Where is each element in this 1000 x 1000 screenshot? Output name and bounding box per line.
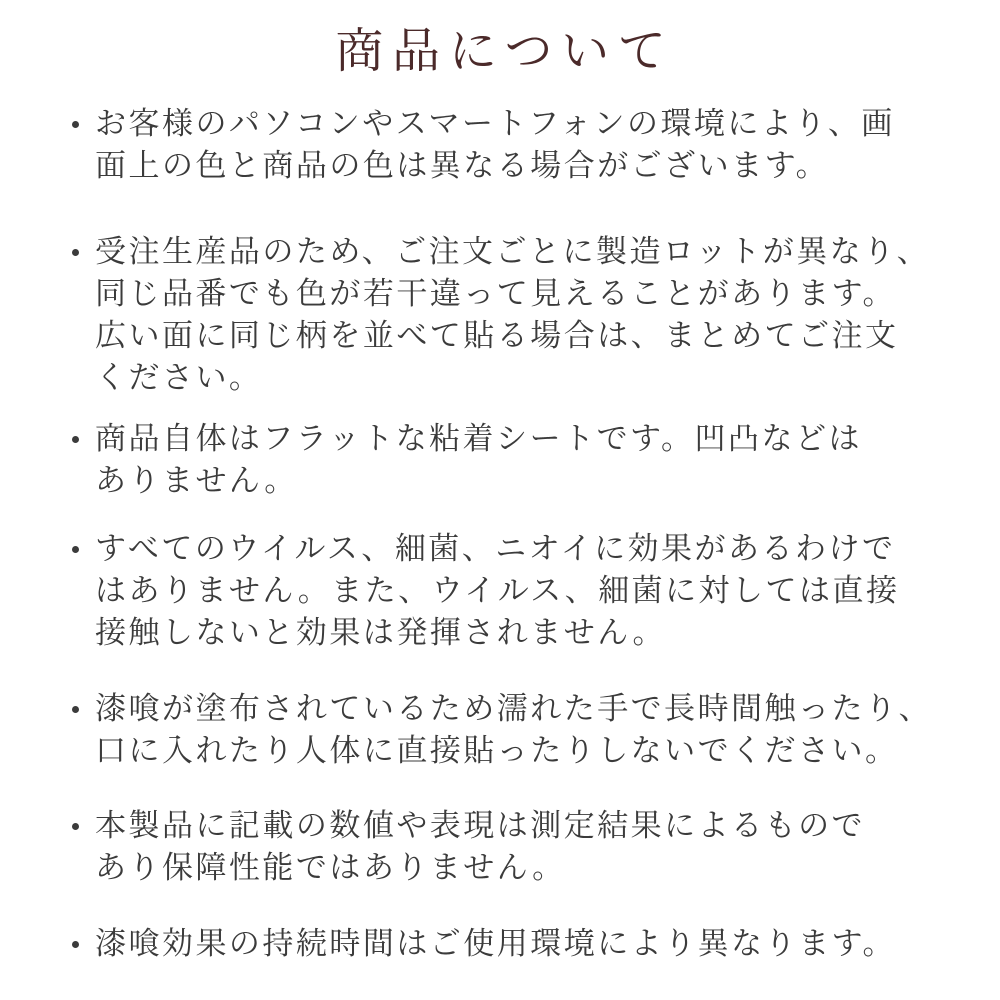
- note-text-line: すべてのウイルス、細菌、ニオイに効果があるわけで: [95, 531, 896, 566]
- note-text-line: ください。: [95, 360, 263, 395]
- note-text-line: 面上の色と商品の色は異なる場合がございます。: [95, 148, 830, 183]
- note-text-line: 漆喰効果の持続時間はご使用環境により異なります。: [95, 926, 897, 961]
- list-item: [70, 688, 940, 772]
- note-text-line: 商品自体はフラットな粘着シートです。凹凸などは: [95, 421, 862, 456]
- bullet-icon: [72, 121, 79, 128]
- list-item: [70, 418, 940, 502]
- note-text-line: 広い面に同じ柄を並べて貼る場合は、まとめてご注文: [95, 318, 899, 353]
- note-text-line: 受注生産品のため、ご注文ごとに製造ロットが異なり、: [95, 234, 931, 269]
- note-text-line: 同じ品番でも色が若干違って見えることがあります。: [95, 276, 897, 311]
- bullet-icon: [72, 436, 79, 443]
- list-item: [70, 528, 940, 654]
- list-item: [70, 923, 940, 965]
- bullet-icon: [72, 546, 79, 553]
- list-item: [70, 103, 940, 187]
- bullet-icon: [72, 823, 79, 830]
- note-text-line: 漆喰が塗布されているため濡れた手で長時間触ったり、: [95, 691, 932, 726]
- list-item: [70, 805, 940, 889]
- bullet-icon: [72, 941, 79, 948]
- note-text-line: はありません。また、ウイルス、細菌に対しては直接: [95, 573, 900, 608]
- bullet-icon: [72, 706, 79, 713]
- note-text-line: お客様のパソコンやスマートフォンの環境により、画: [95, 106, 895, 141]
- bullet-icon: [72, 249, 79, 256]
- note-text-line: あり保障性能ではありません。: [95, 850, 566, 885]
- note-text-line: ありません。: [95, 463, 298, 498]
- page-title: 商品について: [335, 25, 675, 78]
- note-text-line: 接触しないと効果は発揮されません。: [95, 615, 667, 650]
- list-item: [70, 231, 940, 399]
- note-text-line: 口に入れたり人体に直接貼ったりしないでください。: [95, 733, 899, 768]
- notes-list: [70, 103, 940, 965]
- note-text-line: 本製品に記載の数値や表現は測定結果によるもので: [95, 808, 866, 843]
